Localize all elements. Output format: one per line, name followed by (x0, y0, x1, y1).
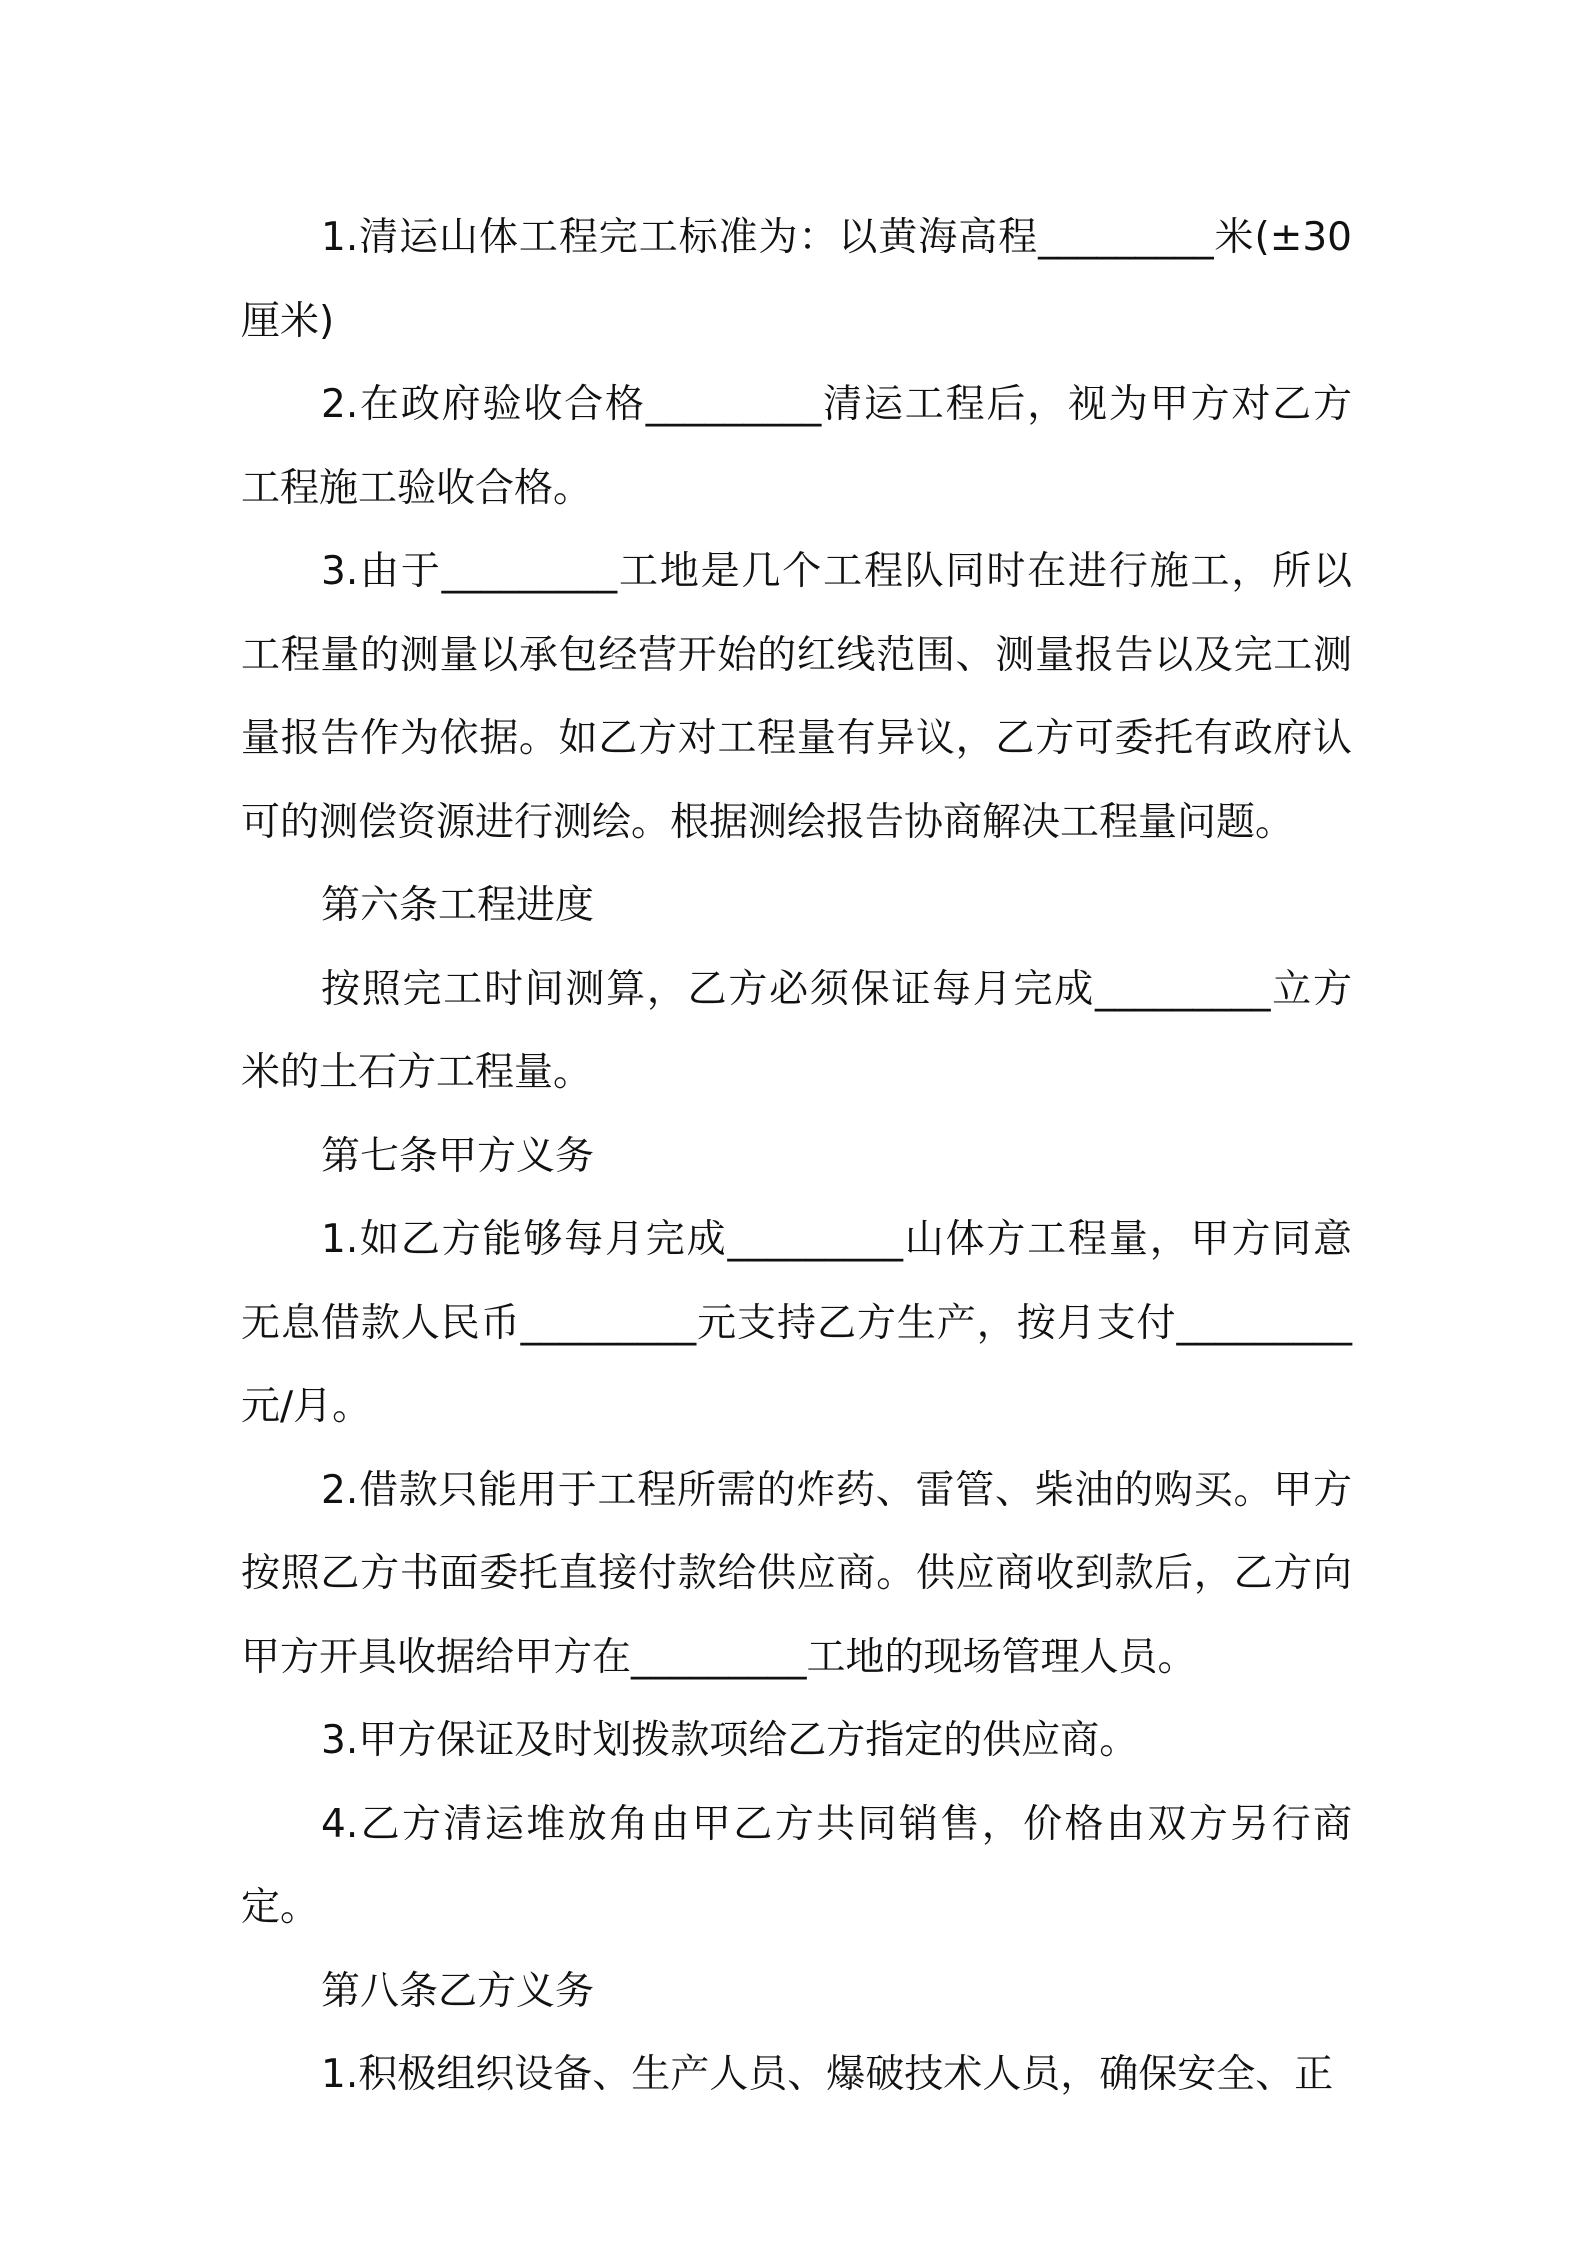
paragraph-sales: 4.乙方清运堆放角由甲乙方共同销售，价格由双方另行商定。 (241, 1801, 1352, 1930)
paragraph-party-b-duty-1: 1.积极组织设备、生产人员、爆破技术人员，确保安全、正 (321, 2052, 1334, 2097)
paragraph-loan: 1.如乙方能够每月完成_________山体方工程量，甲方同意无息借款人民币_________元支持乙方生产，按月支付_________元/月。 (241, 1217, 1352, 1429)
paragraph-acceptance: 2.在政府验收合格_________清运工程后，视为甲方对乙方工程施工验收合格。 (241, 382, 1352, 511)
section-heading-article-6: 第六条工程进度 (321, 883, 595, 928)
paragraph-completion-standard: 1.清运山体工程完工标准为：以黄海高程_________米(±30 厘米) (241, 215, 1352, 344)
paragraph-measurement: 3.由于_________工地是几个工程队同时在进行施工，所以工程量的测量以承包经营开始的红线范围、测量报告以及完工测量报告作为依据。如乙方对工程量有异议，乙方可委托有政府认可的测偿资源进行测绘。根据测绘报告协商解决工程量问题。 (241, 549, 1352, 845)
section-heading-article-8: 第八条乙方义务 (321, 1968, 595, 2014)
paragraph-payment-guarantee: 3.甲方保证及时划拨款项给乙方指定的供应商。 (321, 1718, 1139, 1763)
section-heading-article-7: 第七条甲方义务 (321, 1133, 595, 1179)
document-body (241, 196, 1352, 2117)
paragraph-loan-usage: 2.借款只能用于工程所需的炸药、雷管、柴油的购买。甲方按照乙方书面委托直接付款给供应商。供应商收到款后，乙方向甲方开具收据给甲方在_________工地的现场管理人员。 (241, 1467, 1352, 1680)
paragraph-progress: 按照完工时间测算，乙方必须保证每月完成_________立方米的土石方工程量。 (241, 966, 1352, 1095)
